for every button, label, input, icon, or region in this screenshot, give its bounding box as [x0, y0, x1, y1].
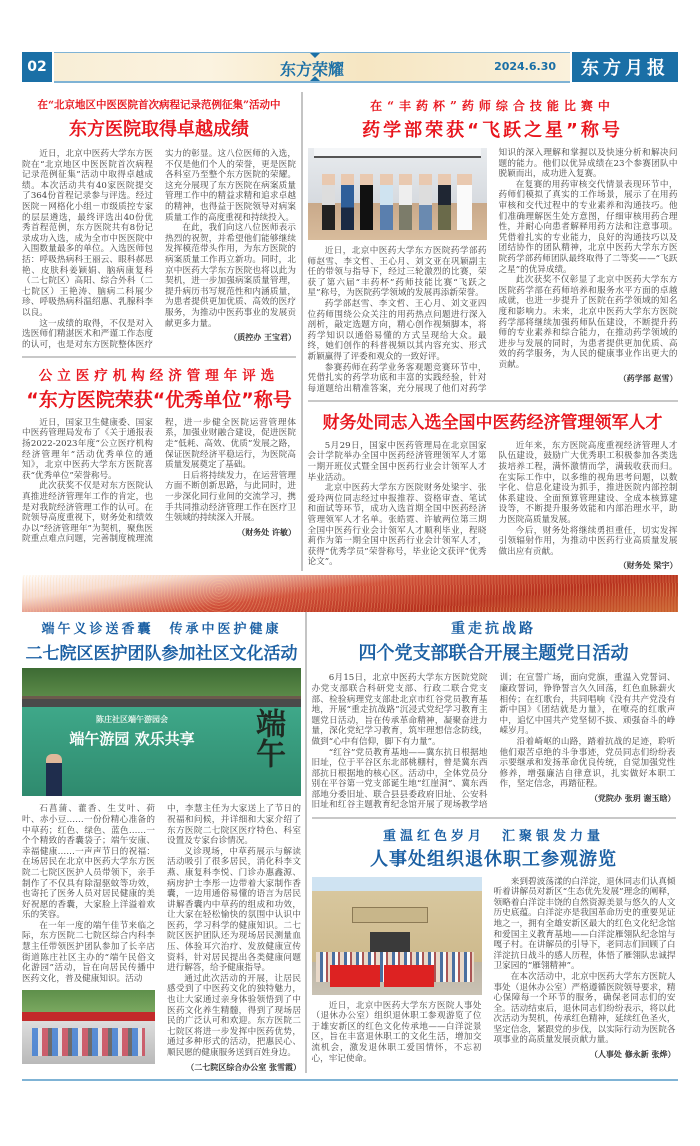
article-kicker: 在“丰药杯”药师综合技能比赛中 — [370, 99, 615, 113]
paragraph: 石菖蒲、藿香、生艾叶、荷叶、赤小豆……一份份精心准备的中草药；红色、绿色、蓝色……一个个精致的香囊袋子；端午安康、幸福健康……一声声节日的祝福：在场居民在北京中医药大学东方医院二七院区医护人员带领下，亲手制作了不仅具有除湿驱蚊等功效，也寄托了医务人员对居民健康的美好祝愿的香囊，大家脸上洋溢着欢乐的笑容。 — [22, 804, 155, 921]
article-title: 财务处同志入选全国中医药经济管理领军人才 — [322, 412, 663, 433]
free-clinic-photo — [22, 990, 155, 1064]
article-right-column — [167, 804, 301, 1072]
byline: （二七院区综合办公室 张雪霞） — [186, 1062, 301, 1072]
paragraph: 在此，我们向这八位医师表示热烈的祝贺，并希望他们能够继续发挥模范带头作用，为东方医院的病案质量工作再立新功。同时，北京中医药大学东方医院也将以此为契机，进一步加强病案质量管理，提升病历书写规范性和内涵质量，为患者提供更加优质、高效的医疗服务，为推动中医药事业的发展贡献更多力量。 — [165, 223, 296, 329]
paragraph: 来到碧波荡漾的白洋淀，退休同志们认真倾听着讲解员对新区“生态优先发展”理念的阐释，领略着白洋淀丰饶的自然资源美景与悠久的人文历史底蕴。白洋淀亦是我国革命历史的重要见证地之一，拥有全雄安新区最大的红色文化纪念馆和爱国主义教育基地——白洋淀雁翎队纪念馆与嘎子村。在讲解员的引导下，老同志们回顾了白洋淀抗日战斗的感人历程，体悟了雁翎队忠诚捍卫家园的“雁翎精神”。 — [493, 876, 676, 972]
article-retiree-visit — [312, 825, 676, 1065]
bottom-section — [22, 612, 678, 1072]
paragraph: 今后，财务处将继续勇担重任，切实发挥引领辐射作用，为推动中医药行业高质量发展做出应有贡献。 — [498, 525, 678, 557]
article-title: 药学部荣获“飞跃之星”称号 — [362, 120, 623, 141]
paragraph: 近日，北京中医药大学东方医院人事处（退休办公室）组织退休职工参观游览了位于雄安新区的红色文化传承地——白洋淀景区，旨在丰富退休职工的文化生活，增加交流机会，激发退休职工爱国情怀，不忘初心，牢记使命。 — [311, 1000, 482, 1064]
byline: （财务处 许敏） — [237, 527, 296, 537]
article-right-column — [494, 877, 676, 1065]
paragraph: 在一年一度的端午佳节来临之际，东方医院二七院区综合内科李慧主任带领医护团队参加了长辛店街道陈庄社区主办的“端午民俗文化游园”活动，旨在向居民传播中医药文化，普及健康知识。活动 — [22, 920, 155, 984]
community-event-photo — [22, 668, 301, 796]
article-left-column — [312, 877, 482, 1065]
section-divider — [312, 817, 676, 819]
decorative-banner — [22, 575, 678, 612]
paragraph: 在本次活动中，北京中医药大学东方医院人事处（退休办公室）严格遵循医院领导要求，精心保障每一个环节的服务，确保老同志们的安全。活动结束后，退休同志们纷纷表示，将以此次活动为契机，传承红色精神，延续红色圣火，坚定信念，紧跟党的步伐，以实际行动为医院各项事业的高质量发展贡献力量。 — [493, 971, 676, 1046]
paragraph: 中，李慧主任为大家送上了节日的祝福和问候，并详细和大家介绍了东方医院二七院区医疗特色、科室设置及专家台诊情况。 — [167, 804, 301, 847]
article-kicker: 端午义诊送香囊 传承中医护健康 — [41, 622, 282, 638]
page-content — [22, 92, 678, 1081]
article-body — [308, 441, 678, 572]
footer-rule — [22, 1079, 678, 1081]
speaker-figure — [46, 754, 62, 796]
article-body — [308, 148, 678, 394]
paragraph: 沿着崎岖的山路，踏着抗战的足迹，聆听他们艰苦卓绝的斗争事迹，党员同志们纷纷表示要继承和发扬革命优良传统，自觉加强党性修养，增强廉洁自律意识，扎实做好本职工作，坚定信念，再踏征程。 — [499, 736, 676, 790]
top-section — [22, 92, 678, 571]
paragraph: 义诊现场，中草药展示与解读活动吸引了很多居民，消化科李文燕、康复科李悦、门诊办惠鑫源、病房护士李彤一边带着大家制作香囊，一边用通俗易懂的语言为居民讲解香囊内中草药的组成和功效，让大家在轻松愉快的氛围中认识中医药，学习科学的健康知识。二七院区医护团队还为现场居民测量血压、体验耳穴治疗、发放健康宣传资料，针对居民提出各类健康问题进行解答，给予健康指导。 — [167, 846, 301, 974]
article-left-column — [22, 804, 155, 1072]
byline: （党院办 张玥 谢玉晗） — [589, 793, 676, 803]
section-divider — [308, 400, 678, 402]
paragraph: 在复赛的用药审核交代情景表现环节中，药师们模拟了真实的工作场景，展示了在用药审核和交代过程中的专业素养和沟通技巧。他们准确理解医生处方意图，仔细审核用药合理性，并耐心向患者解释用药方法和注意事项。凭借着扎实的专业能力，良好的沟通技巧以及团结协作的团队精神，北京中医药大学东方医院药学部药师团队最终取得了二等奖——“飞跃之星”的优异成绩。 — [498, 179, 678, 275]
article-body — [22, 149, 296, 350]
article-party-day — [312, 618, 676, 811]
paragraph: 此次获奖不仅彰显了北京中医药大学东方医院药学部在药师培养和服务水平方面的卓越成就，也进一步提升了医院在药学领域的知名度和影响力。未来，北京中医药大学东方医院药学部将继续加强药师队伍建设，不断提升药师的专业素养和综合能力，在推动药学领域的进步与发展的同时，为患者提供更加优质、高效的药学服务，为人民的健康事业作出更大的贡献。 — [498, 275, 678, 370]
article-pharmacy-award — [308, 92, 678, 394]
paragraph: 日后将持续发力，在运营管理方面不断创新思路，与此同时，进一步深化同行业间的交流学习，携手共同推动经济管理工作在医疗卫生领域的持续深入开展。 — [165, 470, 296, 524]
issue-date: 2024.6.30 — [494, 60, 556, 73]
photo-event-text: 陈庄社区端午游园会 — [96, 715, 168, 725]
right-bottom-stack — [312, 612, 676, 1072]
paper-logo: 东方月报 — [572, 52, 678, 82]
article-kicker: 重温红色岁月 汇聚银发力量 — [382, 828, 604, 844]
article-title: 人事处组织退休职工参观游览 — [370, 848, 617, 870]
article-dragon-boat — [22, 612, 301, 1072]
article-record-award — [22, 92, 296, 350]
right-stack — [308, 92, 678, 571]
paragraph: 通过此次活动的开展，让居民感受到了中医药文化的独特魅力，也让大家通过亲身体验领悟到了中医药文化养生精髓，得到了现场居民的广泛认可和欢迎。东方医院二七院区将进一步发挥中医药优势，通过多种形式的活动，把惠民心、顺民愿的健康服务送到百姓身边。 — [167, 973, 301, 1058]
left-stack — [22, 92, 296, 571]
section-divider — [22, 356, 296, 358]
section-banner — [54, 52, 570, 83]
award-group-photo — [308, 148, 487, 240]
paragraph: 近日，北京中医药大学东方医院药学部药师赵雪、李文哲、王心月、刘文亚在巩颖副主任的带领与指导下，经过三轮激烈的比赛，荣获了第六届“丰药杯”药师技能比赛“飞跃之星”称号，为医院药学领域的发展再添新荣誉。 — [307, 246, 487, 299]
byline: （财务处 梁宇） — [618, 561, 678, 571]
paragraph: 近日，国家卫生健康委、国家中医药管理局发布了《关于通报表扬2022-2023年度“公立医疗机构经济管理年”活动优秀单位的通知》，北京中医药大学东方医院喜获“优秀单位”荣誉称号。 — [22, 417, 153, 481]
column-divider — [305, 612, 307, 1072]
paragraph: 5月29日，国家中医药管理局在北京国家会计学院举办全国中医药经济管理领军人才第一期开班仪式暨全国中医药行业会计领军人才毕业活动。 — [307, 440, 487, 483]
article-body — [22, 418, 296, 545]
paragraph: 北京中医药大学东方医院财务处梁宇、张爱玲两位同志经过申报推荐、资格审查、笔试和面试等环节，成功入选首期全国中医药经济管理领军人才名单。张皓霓、许敏两位第三期全国中医药行业会计领军人才顺利毕业，程晓莉作为第一期全国中医药行业会计领军人才，获得“优秀学员”荣誉称号，毕业论文获评“优秀论文”。 — [307, 483, 487, 568]
byline: （药学部 赵雪） — [618, 374, 678, 384]
photo-slogan-text: 端午游园 欢乐共享 — [69, 730, 195, 749]
article-finance-talent — [308, 408, 678, 572]
article-body — [312, 673, 676, 811]
memorial-group-photo — [312, 877, 482, 995]
column-divider — [301, 92, 303, 571]
article-title: 四个党支部联合开展主题党日活动 — [358, 643, 629, 665]
photo-calligraphy: 端午 — [250, 708, 285, 769]
article-title: 二七院区医护团队参加社区文化活动 — [25, 644, 298, 665]
article-title: 东方医院取得卓越成绩 — [69, 119, 249, 140]
section-title: 东方荣耀 — [279, 60, 344, 79]
byline: （人事处 修永新 张烨） — [589, 1050, 676, 1060]
paragraph: 参赛药师在药学业务客观题竞赛环节中，凭借扎实的药学功底和丰富的实践经验，针对每道题给出精准答案，充分展现了他们对药学知识的深入理解和掌握以及快速分析和解决问题的能力。他们以优异成绩在23个参赛团队中脱颖而出，成功进入复赛。 — [307, 148, 678, 394]
article-kicker: 重走抗战路 — [451, 621, 536, 638]
paragraph: 近年来，东方医院高度重视经济管理人才队伍建设，鼓励广大优秀职工积极参加各类选拔培养工程，满怀激情而学，满载收获而归。在实际工作中，以多维的视角思考问题，以数字化、信息化建设为抓手，推进医院内部控制体系建设、全面预算管理建设、全成本核算建设等，不断提升服务效能和内部治理水平，助力医院高质量发展。 — [498, 440, 678, 525]
paragraph: “红谷”党员教育基地——冀东抗日根据地旧址，位于平谷区东北部桃棚村，曾是冀东西部抗日根据地的核心区。活动中，全体党员分别在平谷第一党支部诞生地“红崖洞”、冀东西部地分委旧址、联合县县委政府旧址、公安科旧址和红谷主题教育纪念馆开展了现场教学培训；在宣誓广场，面向党旗，重温入党誓词、廉政誓词，铮铮誓言久久回荡，红色血脉薪火相传；在红歌台，共同唱响《没有共产党没有新中国》《团结就是力量》，在嘹亮的红歌声中，追忆中国共产党坚韧不拔、顽强奋斗的峥嵘岁月。 — [311, 673, 676, 811]
paragraph: 近日，北京中医药大学东方医院在“北京地区中医医院首次病程记录范例征集”活动中取得卓越成绩。本次活动共有40家医院提交了364份首程记录参与评选。经过医院－网格化小组－市级质控专家的层层遴选，最终评选出40份优秀首程范例，东方医院共有8份记录成功入选，成为全市中医医院中入围数量最多的单位。入选医师包括：呼吸热病科王丽云、眼科郝思艳、皮肤科姜颖娟、脑病康复科（二七院区）高阳、综合外科（二七院区）王艳涛、脑病二科展少珍、呼吸热病科温绍惠、乳腺科李以良。 — [22, 149, 153, 318]
article-title: “东方医院荣获“优秀单位”称号 — [26, 388, 292, 411]
paragraph: 这一成绩的取得，不仅是对入选医师们精湛医术和严谨工作态度的认可，也是对东方医院整体医疗实力的彰显。这八位医师的入选，不仅是他们个人的荣誉，更是医院各科室乃至整个东方医院的荣耀。这充分展现了东方医院在病案质量管理工作中的精益求精和追求卓越的精神，也得益于医院领导对病案质量工作的高度重视和持续投入。 — [22, 149, 296, 350]
article-kicker: 公立医疗机构经济管理年评选 — [38, 367, 280, 384]
page-number: 02 — [22, 52, 52, 82]
paragraph: 此次获奖不仅是对东方医院认真推进经济管理年工作的肯定，也是对我院经济管理工作的认可。在院领导高度重视下，财务处和绩效办以“经济管理年”为契机，聚焦医院重点难点问题，完善制度梳理流程，进一步健全医院运营管理体系，加强业财融合建设，促进医院走“低耗、高效、优质”发展之路，保证医院经济平稳运行，为医院高质量发展奠定了基础。 — [22, 417, 296, 545]
article-excellent-unit — [22, 364, 296, 545]
article-kicker: 在“北京地区中医医院首次病程记录范例征集”活动中 — [37, 99, 281, 111]
paragraph: 药学部赵雪、李文哲、王心月、刘文亚四位药师围绕公众关注的用药热点问题进行深入剖析，敲定选题方向，精心创作视频脚本，将药学知识以通俗易懂的方式呈现给大众。最终，她们创作的科普视频以其内容充实、形式新颖赢得了评委和观众的一致好评。 — [307, 298, 487, 362]
paragraph: 6月15日，北京中医药大学东方医院党院办党支部联合科研党支部、行政二联合党支部、检验病理党支部赴北京市红谷党员教育基地，开展“重走抗战路”沉浸式党纪学习教育主题党日活动，旨在传承革命精神，凝聚奋进力量，深化党纪学习教育，筑牢理想信念防线，做到“心中有信仰，脚下有力量”。 — [311, 673, 488, 747]
byline: （质控办 王宝君） — [229, 333, 296, 343]
triangle-up-icon — [310, 76, 320, 81]
